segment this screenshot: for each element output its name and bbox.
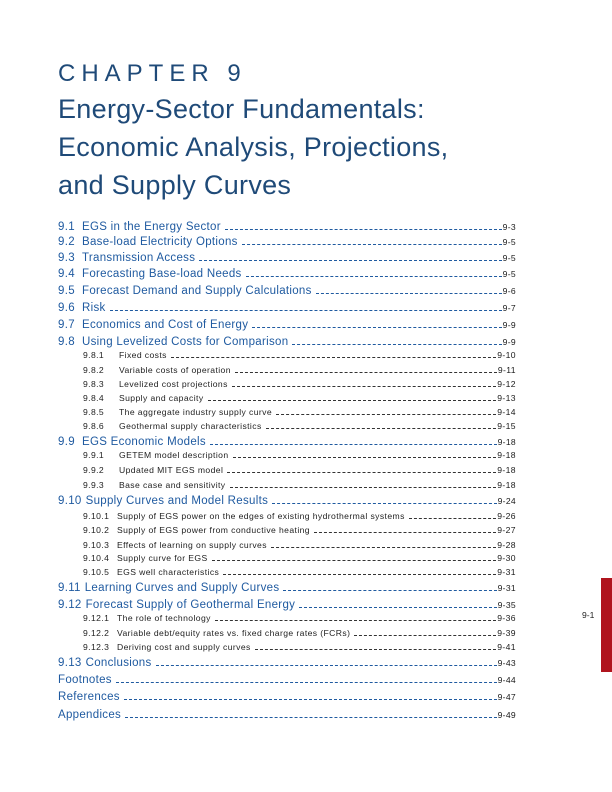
toc-title: Supply Curves and Model Results	[85, 495, 269, 507]
toc-page-number: 9-18	[497, 437, 516, 447]
toc-page-number: 9-35	[497, 600, 516, 610]
toc-leader	[232, 385, 496, 387]
toc-page-number: 9-39	[497, 628, 516, 638]
chapter-tab-bar	[601, 578, 612, 672]
toc-title: Footnotes	[58, 674, 112, 686]
toc-title: The role of technology	[117, 613, 211, 623]
toc-page-number: 9-11	[497, 365, 516, 375]
toc-leader	[212, 559, 497, 561]
toc-leader	[116, 681, 497, 683]
toc-number: 9.9	[58, 436, 75, 448]
toc-leader	[208, 399, 497, 401]
toc-subentry[interactable]	[83, 465, 516, 475]
toc-subentry[interactable]	[83, 365, 516, 375]
toc-entry[interactable]	[58, 302, 516, 314]
toc-entry[interactable]	[58, 236, 516, 248]
toc-leader	[227, 471, 496, 473]
toc-leader	[223, 573, 496, 575]
toc-subentry[interactable]	[83, 350, 516, 360]
toc-number: 9.10.3	[83, 540, 110, 550]
toc-subentry[interactable]	[83, 450, 516, 460]
toc-entry[interactable]	[58, 657, 516, 669]
toc-leader	[271, 546, 496, 548]
page-number: 9-1	[582, 610, 595, 620]
toc-number: 9.12	[58, 599, 82, 611]
toc-leader	[230, 486, 497, 488]
toc-title: Updated MIT EGS model	[119, 465, 224, 475]
toc-leader	[272, 502, 496, 504]
toc-number: 9.10	[58, 495, 82, 507]
toc-leader	[266, 427, 497, 429]
toc-title: Forecast Supply of Geothermal Energy	[85, 599, 296, 611]
toc-subentry[interactable]	[83, 480, 516, 490]
toc-title: Forecasting Base-load Needs	[82, 268, 242, 280]
toc-number: 9.7	[58, 319, 75, 331]
toc-number: 9.11	[58, 582, 81, 594]
toc-leader	[233, 456, 497, 458]
toc-subentry[interactable]	[83, 642, 516, 652]
toc-title: Geothermal supply characteristics	[119, 421, 262, 431]
toc-number: 9.12.1	[83, 613, 110, 623]
toc-title: Supply and capacity	[119, 393, 204, 403]
toc-leader	[314, 531, 496, 533]
toc-leader	[354, 634, 496, 636]
toc-subentry[interactable]	[83, 407, 516, 417]
toc-leader	[210, 443, 497, 445]
toc-number: 9.9.1	[83, 450, 105, 460]
toc-title: Conclusions	[85, 657, 152, 669]
toc-page-number: 9-12	[497, 379, 516, 389]
toc-subentry[interactable]	[83, 421, 516, 431]
toc-page-number: 9-6	[502, 286, 516, 296]
toc-number: 9.4	[58, 268, 75, 280]
toc-title: Using Levelized Costs for Comparison	[82, 336, 289, 348]
toc-subentry[interactable]	[83, 613, 516, 623]
toc-subentry[interactable]	[83, 567, 516, 577]
toc-page-number: 9-5	[502, 269, 516, 279]
toc-title: Supply of EGS power from conductive heating	[117, 525, 310, 535]
toc-number: 9.1	[58, 221, 75, 233]
toc-leader	[125, 716, 496, 718]
toc-leader	[283, 589, 496, 591]
toc-title: The aggregate industry supply curve	[119, 407, 273, 417]
toc-page-number: 9-47	[497, 692, 516, 702]
toc-title: EGS in the Energy Sector	[82, 221, 221, 233]
toc-page-number: 9-18	[497, 465, 516, 475]
toc-title: Base-load Electricity Options	[82, 236, 238, 248]
chapter-title-line: Energy-Sector Fundamentals:	[58, 94, 425, 124]
toc-subentry[interactable]	[83, 540, 516, 550]
toc-number: 9.8.1	[83, 350, 105, 360]
toc-page-number: 9-30	[497, 553, 516, 563]
toc-leader	[124, 698, 497, 700]
toc-page-number: 9-43	[497, 658, 516, 668]
toc-page-number: 9-31	[497, 567, 516, 577]
toc-page-number: 9-41	[497, 642, 516, 652]
toc-entry[interactable]	[58, 285, 516, 297]
toc-number: 9.8.2	[83, 365, 105, 375]
toc-title: Risk	[82, 302, 106, 314]
toc-leader	[242, 243, 502, 245]
toc-entry[interactable]	[58, 599, 516, 611]
toc-subentry[interactable]	[83, 553, 516, 563]
toc-leader	[171, 356, 496, 358]
toc-page-number: 9-3	[502, 222, 516, 232]
toc-entry[interactable]	[58, 336, 516, 348]
toc-entry[interactable]	[58, 709, 516, 721]
toc-title: Fixed costs	[119, 350, 167, 360]
toc-number: 9.8	[58, 336, 75, 348]
toc-title: Learning Curves and Supply Curves	[84, 582, 280, 594]
toc-title: References	[58, 691, 120, 703]
toc-number: 9.8.3	[83, 379, 105, 389]
toc-number: 9.8.6	[83, 421, 105, 431]
toc-number: 9.9.3	[83, 480, 105, 490]
toc-page-number: 9-9	[502, 337, 516, 347]
toc-entry[interactable]	[58, 691, 516, 703]
toc-leader	[409, 517, 496, 519]
toc-page-number: 9-13	[497, 393, 516, 403]
toc-entry[interactable]	[58, 319, 516, 331]
toc-page-number: 9-27	[497, 525, 516, 535]
toc-page-number: 9-5	[502, 237, 516, 247]
toc-page-number: 9-5	[502, 253, 516, 263]
toc-leader	[292, 343, 501, 345]
toc-number: 9.13	[58, 657, 82, 669]
toc-page-number: 9-9	[502, 320, 516, 330]
toc-page-number: 9-10	[497, 350, 516, 360]
toc-title: Base case and sensitivity	[119, 480, 226, 490]
toc-title: Variable costs of operation	[119, 365, 231, 375]
toc-entry[interactable]	[58, 268, 516, 280]
toc-number: 9.10.4	[83, 553, 110, 563]
toc-page-number: 9-18	[497, 450, 516, 460]
toc-title: Economics and Cost of Energy	[82, 319, 249, 331]
toc-subentry[interactable]	[83, 628, 516, 638]
toc-page-number: 9-18	[497, 480, 516, 490]
toc-number: 9.5	[58, 285, 75, 297]
toc-leader	[299, 606, 496, 608]
toc-title: EGS well characteristics	[117, 567, 220, 577]
toc-page-number: 9-28	[497, 540, 516, 550]
toc-entry[interactable]	[58, 436, 516, 448]
toc-page-number: 9-31	[497, 583, 516, 593]
toc-title: Forecast Demand and Supply Calculations	[82, 285, 312, 297]
toc-leader	[110, 309, 502, 311]
chapter-title-line: Economic Analysis, Projections,	[58, 132, 449, 162]
toc-leader	[235, 371, 497, 373]
toc-entry[interactable]	[58, 582, 516, 594]
toc-leader	[252, 326, 501, 328]
toc-subentry[interactable]	[83, 393, 516, 403]
toc-number: 9.12.3	[83, 642, 110, 652]
toc-entry[interactable]	[58, 674, 516, 686]
toc-leader	[276, 413, 496, 415]
toc-number: 9.2	[58, 236, 75, 248]
toc-subentry[interactable]	[83, 525, 516, 535]
toc-title: Supply of EGS power on the edges of existing hydrothermal systems	[117, 511, 405, 521]
toc-number: 9.10.1	[83, 511, 110, 521]
toc-leader	[225, 228, 502, 230]
toc-number: 9.3	[58, 252, 75, 264]
toc-leader	[316, 292, 502, 294]
toc-number: 9.8.4	[83, 393, 105, 403]
toc-title: GETEM model description	[119, 450, 229, 460]
toc-page-number: 9-49	[497, 710, 516, 720]
toc-number: 9.6	[58, 302, 75, 314]
toc-title: Appendices	[58, 709, 122, 721]
toc-title: Deriving cost and supply curves	[117, 642, 251, 652]
toc-page-number: 9-14	[497, 407, 516, 417]
toc-entry[interactable]	[58, 252, 516, 264]
toc-page-number: 9-44	[497, 675, 516, 685]
toc-title: EGS Economic Models	[82, 436, 206, 448]
toc-leader	[199, 259, 501, 261]
toc-title: Effects of learning on supply curves	[117, 540, 267, 550]
toc-page-number: 9-15	[497, 421, 516, 431]
toc-title: Levelized cost projections	[119, 379, 228, 389]
toc-number: 9.10.2	[83, 525, 110, 535]
toc-number: 9.9.2	[83, 465, 105, 475]
toc-page-number: 9-36	[497, 613, 516, 623]
toc-leader	[215, 619, 496, 621]
toc-subentry[interactable]	[83, 511, 516, 521]
toc-title: Variable debt/equity rates vs. fixed charge rates (FCRs)	[117, 628, 351, 638]
toc-title: Supply curve for EGS	[117, 553, 208, 563]
toc-title: Transmission Access	[82, 252, 196, 264]
toc-entry[interactable]	[58, 495, 516, 507]
toc-number: 9.8.5	[83, 407, 105, 417]
toc-leader	[246, 275, 502, 277]
toc-entry[interactable]	[58, 221, 516, 233]
toc-number: 9.12.2	[83, 628, 110, 638]
toc-page-number: 9-7	[502, 303, 516, 313]
toc-leader	[255, 648, 496, 650]
toc-subentry[interactable]	[83, 379, 516, 389]
toc-page-number: 9-26	[497, 511, 516, 521]
chapter-title-line: and Supply Curves	[58, 170, 292, 200]
chapter-label: CHAPTER 9	[58, 60, 247, 87]
toc-number: 9.10.5	[83, 567, 110, 577]
toc-leader	[156, 664, 497, 666]
toc-page-number: 9-24	[497, 496, 516, 506]
